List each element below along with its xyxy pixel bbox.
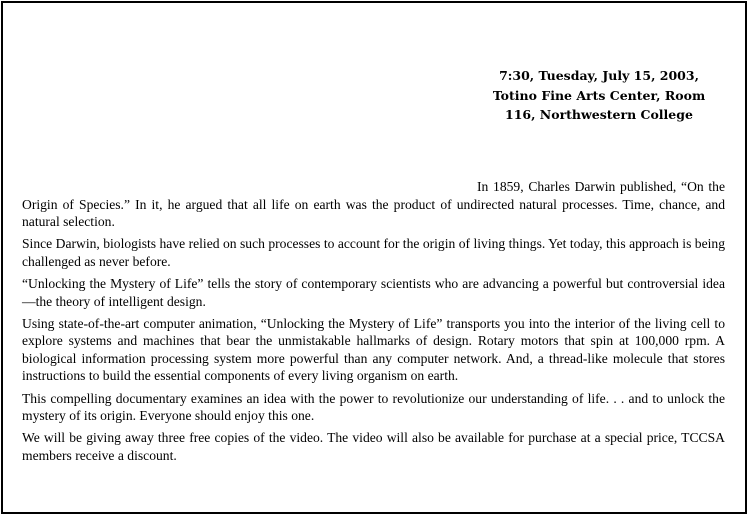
- event-time-date: 7:30, Tuesday, July 15, 2003,: [499, 68, 699, 83]
- paragraph-animation: Using state-of-the-art computer animation, “Unlocking the Mystery of Life” transports you into the interior of the living cell to explore systems and machines that bear the unmistakable hallmarks of design. Rotary motors that spin at 100,000 rpm. A biological information processing system more powerful than any computer network. And, a thread-like molecule that stores instructions to build the essential components of every living organism on earth.: [22, 315, 725, 384]
- paragraph-film-description: “Unlocking the Mystery of Life” tells the story of contemporary scientists who are advancing a powerful but controversial idea—the theory of intelligent design.: [22, 275, 725, 309]
- paragraph-giveaway: We will be giving away three free copies of the video. The video will also be available for purchase at a special price, TCCSA members receive a discount.: [22, 430, 725, 463]
- event-info: [470, 66, 728, 125]
- paragraph-documentary: This compelling documentary examines an idea with the power to revolutionize our understanding of life. . . and to unlock the mystery of its origin. Everyone should enjoy this one.: [22, 390, 725, 424]
- paragraph-intro: In 1859, Charles Darwin published, “On the Origin of Species.” In it, he argued that all life on earth was the product of undirected natural processes. Time, chance, and natural selection.: [22, 179, 725, 230]
- announcement-body: [22, 178, 725, 469]
- event-location: 116, Northwestern College: [505, 107, 693, 122]
- event-venue: Totino Fine Arts Center, Room: [492, 87, 706, 103]
- paragraph-since-darwin: Since Darwin, biologists have relied on such processes to account for the origin of living things. Yet today, this approach is being challenged as never before.: [22, 236, 725, 269]
